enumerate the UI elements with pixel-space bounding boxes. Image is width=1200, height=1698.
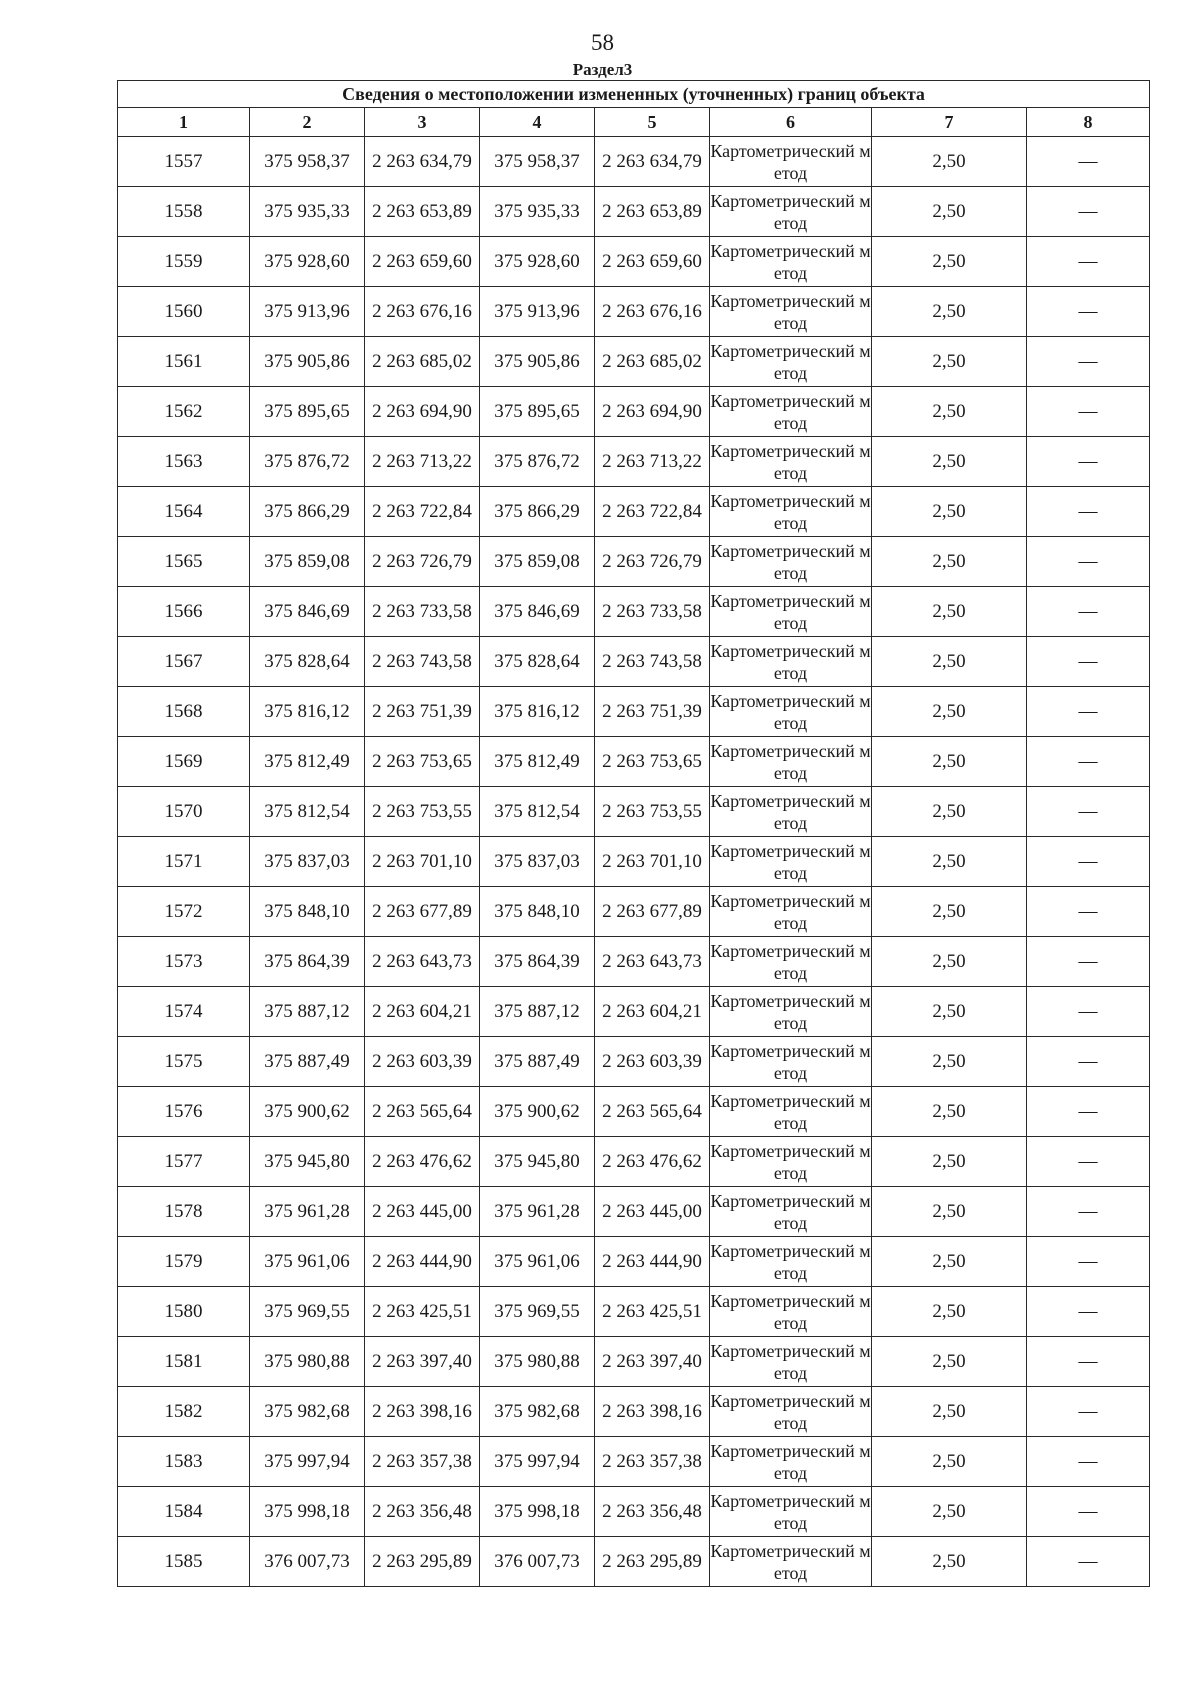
cell-x-coordinate: 375 864,39 bbox=[250, 937, 365, 987]
cell-accuracy: 2,50 bbox=[872, 437, 1027, 487]
cell-x-coordinate-new: 375 958,37 bbox=[480, 137, 595, 187]
cell-y-coordinate-new: 2 263 603,39 bbox=[595, 1037, 710, 1087]
cell-point-number: 1563 bbox=[118, 437, 250, 487]
cell-note: — bbox=[1027, 1087, 1150, 1137]
cell-accuracy: 2,50 bbox=[872, 487, 1027, 537]
cell-method: Картометрический метод bbox=[710, 437, 872, 487]
table-header-row bbox=[118, 108, 1150, 137]
cell-accuracy: 2,50 bbox=[872, 637, 1027, 687]
cell-x-coordinate-new: 375 945,80 bbox=[480, 1137, 595, 1187]
cell-point-number: 1584 bbox=[118, 1487, 250, 1537]
table-row bbox=[118, 1237, 1150, 1287]
cell-note: — bbox=[1027, 637, 1150, 687]
cell-note: — bbox=[1027, 987, 1150, 1037]
cell-x-coordinate: 375 961,28 bbox=[250, 1187, 365, 1237]
cell-point-number: 1568 bbox=[118, 687, 250, 737]
table-row bbox=[118, 137, 1150, 187]
cell-method: Картометрический метод bbox=[710, 1087, 872, 1137]
cell-note: — bbox=[1027, 787, 1150, 837]
cell-method: Картометрический метод bbox=[710, 137, 872, 187]
cell-accuracy: 2,50 bbox=[872, 887, 1027, 937]
cell-x-coordinate-new: 375 997,94 bbox=[480, 1437, 595, 1487]
cell-x-coordinate: 375 887,12 bbox=[250, 987, 365, 1037]
cell-y-coordinate: 2 263 751,39 bbox=[365, 687, 480, 737]
table-row bbox=[118, 287, 1150, 337]
cell-y-coordinate: 2 263 726,79 bbox=[365, 537, 480, 587]
cell-x-coordinate-new: 375 866,29 bbox=[480, 487, 595, 537]
cell-point-number: 1571 bbox=[118, 837, 250, 887]
table-row bbox=[118, 637, 1150, 687]
cell-x-coordinate-new: 375 812,54 bbox=[480, 787, 595, 837]
cell-point-number: 1572 bbox=[118, 887, 250, 937]
cell-x-coordinate-new: 375 935,33 bbox=[480, 187, 595, 237]
cell-x-coordinate: 375 848,10 bbox=[250, 887, 365, 937]
cell-y-coordinate-new: 2 263 743,58 bbox=[595, 637, 710, 687]
cell-x-coordinate: 375 900,62 bbox=[250, 1087, 365, 1137]
cell-accuracy: 2,50 bbox=[872, 537, 1027, 587]
cell-y-coordinate-new: 2 263 604,21 bbox=[595, 987, 710, 1037]
cell-note: — bbox=[1027, 337, 1150, 387]
table-row bbox=[118, 1137, 1150, 1187]
cell-accuracy: 2,50 bbox=[872, 187, 1027, 237]
page-number: 58 bbox=[591, 30, 614, 55]
cell-x-coordinate-new: 375 980,88 bbox=[480, 1337, 595, 1387]
table-row bbox=[118, 1437, 1150, 1487]
cell-y-coordinate-new: 2 263 643,73 bbox=[595, 937, 710, 987]
cell-point-number: 1566 bbox=[118, 587, 250, 637]
cell-note: — bbox=[1027, 937, 1150, 987]
cell-y-coordinate-new: 2 263 753,65 bbox=[595, 737, 710, 787]
cell-method: Картометрический метод bbox=[710, 1187, 872, 1237]
cell-y-coordinate: 2 263 295,89 bbox=[365, 1537, 480, 1587]
cell-x-coordinate: 376 007,73 bbox=[250, 1537, 365, 1587]
cell-method: Картометрический метод bbox=[710, 587, 872, 637]
cell-point-number: 1573 bbox=[118, 937, 250, 987]
cell-accuracy: 2,50 bbox=[872, 1287, 1027, 1337]
cell-method: Картометрический метод bbox=[710, 737, 872, 787]
cell-x-coordinate-new: 375 961,06 bbox=[480, 1237, 595, 1287]
cell-method: Картометрический метод bbox=[710, 537, 872, 587]
cell-x-coordinate: 375 812,54 bbox=[250, 787, 365, 837]
cell-accuracy: 2,50 bbox=[872, 1087, 1027, 1137]
cell-x-coordinate: 375 958,37 bbox=[250, 137, 365, 187]
cell-accuracy: 2,50 bbox=[872, 237, 1027, 287]
cell-y-coordinate-new: 2 263 653,89 bbox=[595, 187, 710, 237]
cell-y-coordinate: 2 263 753,55 bbox=[365, 787, 480, 837]
cell-y-coordinate-new: 2 263 634,79 bbox=[595, 137, 710, 187]
cell-note: — bbox=[1027, 1187, 1150, 1237]
cell-note: — bbox=[1027, 137, 1150, 187]
cell-note: — bbox=[1027, 1287, 1150, 1337]
cell-note: — bbox=[1027, 1537, 1150, 1587]
cell-note: — bbox=[1027, 1487, 1150, 1537]
cell-accuracy: 2,50 bbox=[872, 837, 1027, 887]
cell-note: — bbox=[1027, 287, 1150, 337]
cell-note: — bbox=[1027, 487, 1150, 537]
cell-x-coordinate-new: 375 816,12 bbox=[480, 687, 595, 737]
cell-note: — bbox=[1027, 187, 1150, 237]
table-row bbox=[118, 1187, 1150, 1237]
cell-y-coordinate-new: 2 263 659,60 bbox=[595, 237, 710, 287]
cell-accuracy: 2,50 bbox=[872, 387, 1027, 437]
cell-x-coordinate: 375 859,08 bbox=[250, 537, 365, 587]
cell-y-coordinate-new: 2 263 685,02 bbox=[595, 337, 710, 387]
cell-y-coordinate: 2 263 722,84 bbox=[365, 487, 480, 537]
cell-note: — bbox=[1027, 1037, 1150, 1087]
table-row bbox=[118, 437, 1150, 487]
cell-x-coordinate: 375 935,33 bbox=[250, 187, 365, 237]
cell-y-coordinate: 2 263 753,65 bbox=[365, 737, 480, 787]
cell-y-coordinate: 2 263 476,62 bbox=[365, 1137, 480, 1187]
cell-accuracy: 2,50 bbox=[872, 1337, 1027, 1387]
cell-x-coordinate: 375 998,18 bbox=[250, 1487, 365, 1537]
cell-accuracy: 2,50 bbox=[872, 987, 1027, 1037]
cell-y-coordinate: 2 263 603,39 bbox=[365, 1037, 480, 1087]
cell-y-coordinate-new: 2 263 726,79 bbox=[595, 537, 710, 587]
table-row bbox=[118, 1387, 1150, 1437]
table-row bbox=[118, 1337, 1150, 1387]
cell-x-coordinate: 375 828,64 bbox=[250, 637, 365, 687]
cell-y-coordinate: 2 263 643,73 bbox=[365, 937, 480, 987]
cell-x-coordinate: 375 913,96 bbox=[250, 287, 365, 337]
cell-y-coordinate-new: 2 263 676,16 bbox=[595, 287, 710, 337]
cell-note: — bbox=[1027, 887, 1150, 937]
cell-method: Картометрический метод bbox=[710, 1537, 872, 1587]
cell-x-coordinate: 375 895,65 bbox=[250, 387, 365, 437]
cell-x-coordinate-new: 375 913,96 bbox=[480, 287, 595, 337]
cell-point-number: 1582 bbox=[118, 1387, 250, 1437]
cell-point-number: 1576 bbox=[118, 1087, 250, 1137]
cell-x-coordinate: 375 876,72 bbox=[250, 437, 365, 487]
cell-method: Картометрический метод bbox=[710, 487, 872, 537]
column-header-2: 2 bbox=[250, 108, 365, 137]
cell-x-coordinate-new: 375 895,65 bbox=[480, 387, 595, 437]
cell-method: Картометрический метод bbox=[710, 1387, 872, 1437]
cell-y-coordinate-new: 2 263 356,48 bbox=[595, 1487, 710, 1537]
cell-accuracy: 2,50 bbox=[872, 1537, 1027, 1587]
cell-method: Картометрический метод bbox=[710, 1237, 872, 1287]
cell-x-coordinate-new: 375 876,72 bbox=[480, 437, 595, 487]
cell-method: Картометрический метод bbox=[710, 887, 872, 937]
cell-y-coordinate-new: 2 263 701,10 bbox=[595, 837, 710, 887]
table-row bbox=[118, 537, 1150, 587]
column-header-3: 3 bbox=[365, 108, 480, 137]
cell-note: — bbox=[1027, 1137, 1150, 1187]
cell-y-coordinate-new: 2 263 476,62 bbox=[595, 1137, 710, 1187]
cell-point-number: 1558 bbox=[118, 187, 250, 237]
cell-x-coordinate: 375 846,69 bbox=[250, 587, 365, 637]
cell-method: Картометрический метод bbox=[710, 1487, 872, 1537]
cell-x-coordinate: 375 812,49 bbox=[250, 737, 365, 787]
cell-accuracy: 2,50 bbox=[872, 287, 1027, 337]
cell-method: Картометрический метод bbox=[710, 1437, 872, 1487]
cell-point-number: 1562 bbox=[118, 387, 250, 437]
cell-method: Картометрический метод bbox=[710, 187, 872, 237]
cell-accuracy: 2,50 bbox=[872, 337, 1027, 387]
table-row bbox=[118, 587, 1150, 637]
cell-method: Картометрический метод bbox=[710, 237, 872, 287]
cell-x-coordinate: 375 866,29 bbox=[250, 487, 365, 537]
cell-y-coordinate: 2 263 676,16 bbox=[365, 287, 480, 337]
cell-y-coordinate: 2 263 733,58 bbox=[365, 587, 480, 637]
cell-y-coordinate: 2 263 398,16 bbox=[365, 1387, 480, 1437]
cell-y-coordinate-new: 2 263 722,84 bbox=[595, 487, 710, 537]
cell-y-coordinate-new: 2 263 677,89 bbox=[595, 887, 710, 937]
cell-accuracy: 2,50 bbox=[872, 137, 1027, 187]
cell-method: Картометрический метод bbox=[710, 637, 872, 687]
cell-accuracy: 2,50 bbox=[872, 787, 1027, 837]
cell-method: Картометрический метод bbox=[710, 1337, 872, 1387]
column-header-5: 5 bbox=[595, 108, 710, 137]
column-header-8: 8 bbox=[1027, 108, 1150, 137]
cell-method: Картометрический метод bbox=[710, 1037, 872, 1087]
cell-point-number: 1569 bbox=[118, 737, 250, 787]
cell-method: Картометрический метод bbox=[710, 987, 872, 1037]
cell-x-coordinate: 375 982,68 bbox=[250, 1387, 365, 1437]
cell-x-coordinate: 375 980,88 bbox=[250, 1337, 365, 1387]
cell-method: Картометрический метод bbox=[710, 837, 872, 887]
cell-x-coordinate-new: 375 864,39 bbox=[480, 937, 595, 987]
cell-x-coordinate-new: 375 928,60 bbox=[480, 237, 595, 287]
cell-accuracy: 2,50 bbox=[872, 1387, 1027, 1437]
table-row bbox=[118, 1537, 1150, 1587]
cell-point-number: 1581 bbox=[118, 1337, 250, 1387]
table-row bbox=[118, 1037, 1150, 1087]
table-row bbox=[118, 187, 1150, 237]
cell-y-coordinate: 2 263 743,58 bbox=[365, 637, 480, 687]
cell-y-coordinate: 2 263 445,00 bbox=[365, 1187, 480, 1237]
cell-y-coordinate: 2 263 397,40 bbox=[365, 1337, 480, 1387]
cell-note: — bbox=[1027, 1387, 1150, 1437]
cell-accuracy: 2,50 bbox=[872, 587, 1027, 637]
cell-x-coordinate: 375 837,03 bbox=[250, 837, 365, 887]
cell-x-coordinate-new: 375 969,55 bbox=[480, 1287, 595, 1337]
cell-x-coordinate-new: 375 887,49 bbox=[480, 1037, 595, 1087]
cell-note: — bbox=[1027, 237, 1150, 287]
cell-y-coordinate-new: 2 263 445,00 bbox=[595, 1187, 710, 1237]
cell-y-coordinate: 2 263 659,60 bbox=[365, 237, 480, 287]
cell-y-coordinate-new: 2 263 295,89 bbox=[595, 1537, 710, 1587]
cell-accuracy: 2,50 bbox=[872, 1187, 1027, 1237]
cell-y-coordinate-new: 2 263 444,90 bbox=[595, 1237, 710, 1287]
table-row bbox=[118, 237, 1150, 287]
cell-y-coordinate: 2 263 677,89 bbox=[365, 887, 480, 937]
cell-method: Картометрический метод bbox=[710, 787, 872, 837]
cell-point-number: 1567 bbox=[118, 637, 250, 687]
cell-y-coordinate-new: 2 263 425,51 bbox=[595, 1287, 710, 1337]
cell-x-coordinate: 375 816,12 bbox=[250, 687, 365, 737]
table-row bbox=[118, 987, 1150, 1037]
cell-method: Картометрический метод bbox=[710, 387, 872, 437]
table-caption: Сведения о местоположении измененных (уточненных) границ объекта bbox=[118, 81, 1150, 108]
cell-method: Картометрический метод bbox=[710, 337, 872, 387]
cell-y-coordinate: 2 263 425,51 bbox=[365, 1287, 480, 1337]
cell-y-coordinate-new: 2 263 357,38 bbox=[595, 1437, 710, 1487]
cell-note: — bbox=[1027, 1237, 1150, 1287]
cell-method: Картометрический метод bbox=[710, 1137, 872, 1187]
table-body bbox=[118, 137, 1150, 1587]
cell-point-number: 1585 bbox=[118, 1537, 250, 1587]
section-label: Раздел3 bbox=[572, 60, 633, 79]
boundary-coordinates-table bbox=[117, 80, 1150, 1587]
cell-point-number: 1564 bbox=[118, 487, 250, 537]
cell-point-number: 1561 bbox=[118, 337, 250, 387]
cell-x-coordinate: 375 928,60 bbox=[250, 237, 365, 287]
cell-point-number: 1575 bbox=[118, 1037, 250, 1087]
cell-point-number: 1578 bbox=[118, 1187, 250, 1237]
cell-x-coordinate: 375 997,94 bbox=[250, 1437, 365, 1487]
table-row bbox=[118, 1287, 1150, 1337]
cell-y-coordinate-new: 2 263 398,16 bbox=[595, 1387, 710, 1437]
table-row bbox=[118, 837, 1150, 887]
cell-x-coordinate: 375 905,86 bbox=[250, 337, 365, 387]
table-row bbox=[118, 937, 1150, 987]
cell-point-number: 1570 bbox=[118, 787, 250, 837]
cell-accuracy: 2,50 bbox=[872, 1487, 1027, 1537]
cell-y-coordinate: 2 263 694,90 bbox=[365, 387, 480, 437]
cell-accuracy: 2,50 bbox=[872, 1237, 1027, 1287]
cell-note: — bbox=[1027, 1437, 1150, 1487]
cell-point-number: 1580 bbox=[118, 1287, 250, 1337]
cell-y-coordinate: 2 263 357,38 bbox=[365, 1437, 480, 1487]
table-row bbox=[118, 737, 1150, 787]
cell-point-number: 1583 bbox=[118, 1437, 250, 1487]
cell-x-coordinate-new: 375 905,86 bbox=[480, 337, 595, 387]
cell-y-coordinate-new: 2 263 397,40 bbox=[595, 1337, 710, 1387]
cell-y-coordinate: 2 263 444,90 bbox=[365, 1237, 480, 1287]
cell-note: — bbox=[1027, 437, 1150, 487]
cell-y-coordinate-new: 2 263 733,58 bbox=[595, 587, 710, 637]
table-row bbox=[118, 1087, 1150, 1137]
cell-y-coordinate-new: 2 263 694,90 bbox=[595, 387, 710, 437]
cell-x-coordinate: 375 969,55 bbox=[250, 1287, 365, 1337]
cell-x-coordinate-new: 375 848,10 bbox=[480, 887, 595, 937]
cell-x-coordinate-new: 375 859,08 bbox=[480, 537, 595, 587]
column-header-6: 6 bbox=[710, 108, 872, 137]
cell-note: — bbox=[1027, 837, 1150, 887]
cell-y-coordinate: 2 263 701,10 bbox=[365, 837, 480, 887]
cell-x-coordinate: 375 887,49 bbox=[250, 1037, 365, 1087]
cell-x-coordinate-new: 375 982,68 bbox=[480, 1387, 595, 1437]
cell-method: Картометрический метод bbox=[710, 287, 872, 337]
cell-point-number: 1579 bbox=[118, 1237, 250, 1287]
cell-accuracy: 2,50 bbox=[872, 737, 1027, 787]
cell-point-number: 1557 bbox=[118, 137, 250, 187]
cell-x-coordinate-new: 375 812,49 bbox=[480, 737, 595, 787]
cell-method: Картометрический метод bbox=[710, 687, 872, 737]
cell-x-coordinate-new: 375 837,03 bbox=[480, 837, 595, 887]
cell-accuracy: 2,50 bbox=[872, 1437, 1027, 1487]
table-row bbox=[118, 887, 1150, 937]
cell-note: — bbox=[1027, 1337, 1150, 1387]
cell-point-number: 1574 bbox=[118, 987, 250, 1037]
table-row bbox=[118, 787, 1150, 837]
table-row bbox=[118, 337, 1150, 387]
cell-y-coordinate: 2 263 604,21 bbox=[365, 987, 480, 1037]
cell-y-coordinate: 2 263 685,02 bbox=[365, 337, 480, 387]
table-row bbox=[118, 487, 1150, 537]
cell-y-coordinate-new: 2 263 565,64 bbox=[595, 1087, 710, 1137]
cell-method: Картометрический метод bbox=[710, 1287, 872, 1337]
cell-point-number: 1565 bbox=[118, 537, 250, 587]
cell-y-coordinate-new: 2 263 753,55 bbox=[595, 787, 710, 837]
cell-x-coordinate-new: 375 998,18 bbox=[480, 1487, 595, 1537]
cell-note: — bbox=[1027, 387, 1150, 437]
cell-x-coordinate: 375 961,06 bbox=[250, 1237, 365, 1287]
cell-x-coordinate-new: 375 887,12 bbox=[480, 987, 595, 1037]
cell-y-coordinate: 2 263 653,89 bbox=[365, 187, 480, 237]
cell-y-coordinate: 2 263 356,48 bbox=[365, 1487, 480, 1537]
column-header-7: 7 bbox=[872, 108, 1027, 137]
cell-y-coordinate-new: 2 263 713,22 bbox=[595, 437, 710, 487]
cell-x-coordinate-new: 375 846,69 bbox=[480, 587, 595, 637]
cell-point-number: 1559 bbox=[118, 237, 250, 287]
cell-x-coordinate-new: 375 961,28 bbox=[480, 1187, 595, 1237]
table-row bbox=[118, 687, 1150, 737]
cell-y-coordinate: 2 263 713,22 bbox=[365, 437, 480, 487]
cell-accuracy: 2,50 bbox=[872, 937, 1027, 987]
cell-note: — bbox=[1027, 737, 1150, 787]
cell-x-coordinate-new: 375 900,62 bbox=[480, 1087, 595, 1137]
cell-note: — bbox=[1027, 587, 1150, 637]
cell-point-number: 1560 bbox=[118, 287, 250, 337]
cell-accuracy: 2,50 bbox=[872, 1137, 1027, 1187]
cell-accuracy: 2,50 bbox=[872, 1037, 1027, 1087]
cell-y-coordinate: 2 263 634,79 bbox=[365, 137, 480, 187]
cell-method: Картометрический метод bbox=[710, 937, 872, 987]
cell-x-coordinate-new: 376 007,73 bbox=[480, 1537, 595, 1587]
cell-y-coordinate-new: 2 263 751,39 bbox=[595, 687, 710, 737]
column-header-4: 4 bbox=[480, 108, 595, 137]
cell-note: — bbox=[1027, 537, 1150, 587]
cell-x-coordinate: 375 945,80 bbox=[250, 1137, 365, 1187]
cell-y-coordinate: 2 263 565,64 bbox=[365, 1087, 480, 1137]
column-header-1: 1 bbox=[118, 108, 250, 137]
table-row bbox=[118, 387, 1150, 437]
cell-point-number: 1577 bbox=[118, 1137, 250, 1187]
cell-note: — bbox=[1027, 687, 1150, 737]
table-row bbox=[118, 1487, 1150, 1537]
cell-accuracy: 2,50 bbox=[872, 687, 1027, 737]
cell-x-coordinate-new: 375 828,64 bbox=[480, 637, 595, 687]
table-caption-row bbox=[118, 81, 1150, 108]
